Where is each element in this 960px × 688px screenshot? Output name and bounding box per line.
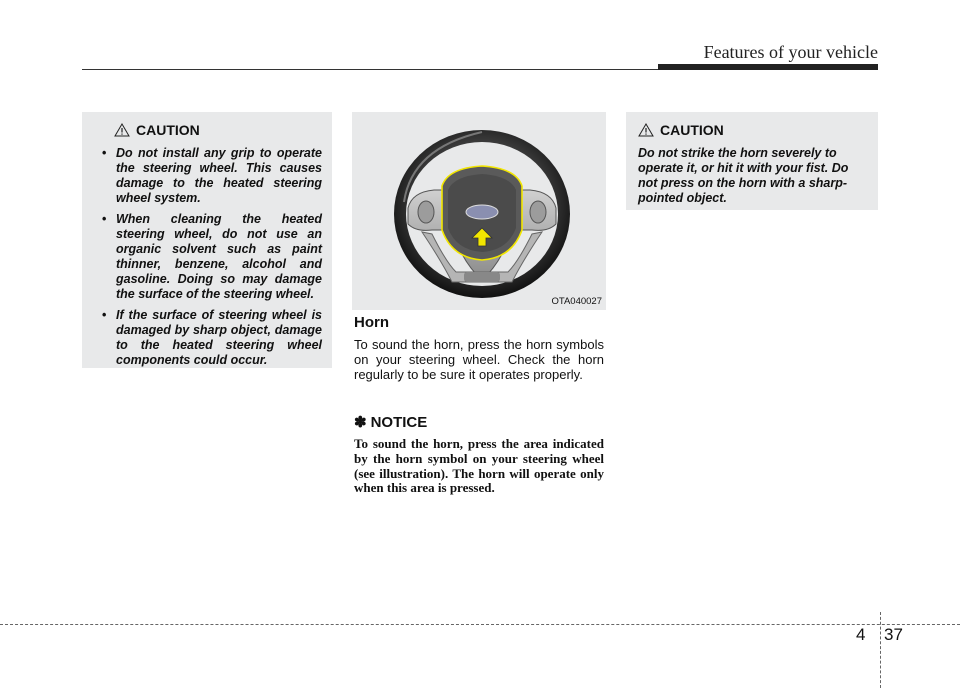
page-number: 37	[884, 625, 903, 644]
footer-rule	[0, 624, 960, 625]
steering-wheel-figure	[352, 112, 606, 310]
caution-box-horn	[626, 112, 878, 210]
steering-wheel-horn-illustration	[352, 112, 606, 310]
notice-body: To sound the horn, press the area indicated by the horn symbol on your steering wheel (see illustration). The horn will operate only when this area is pressed.	[354, 436, 604, 496]
warning-triangle-icon	[114, 123, 130, 137]
notice-symbol-icon: ✽	[354, 414, 367, 431]
caution-box-heated-wheel	[82, 112, 332, 368]
caution-bullet: • When cleaning the heated steering wheel, do not use an organic solvent such as paint thinner, benzene, alcohol and gasoline. Doing so may damage the surface of the steering wheel.	[102, 212, 322, 301]
caution-heading	[638, 120, 868, 140]
caution-label: CAUTION	[660, 122, 724, 138]
caution-body: Do not strike the horn severely to operate it, or hit it with your fist. Do not press on the horn with a sharp-pointed object.	[638, 146, 849, 205]
footer-divider	[880, 612, 881, 688]
chapter-number: 4	[856, 625, 866, 644]
caution-label: CAUTION	[136, 122, 200, 138]
caution-bullet: • If the surface of steering wheel is damaged by sharp object, damage to the heated steering wheel components could occur.	[102, 308, 322, 367]
notice-label: NOTICE	[370, 413, 428, 431]
horn-body: To sound the horn, press the horn symbols on your steering wheel. Check the horn regularly to be sure it operates properly.	[354, 337, 604, 383]
caution-heading	[114, 120, 322, 140]
page-header-title: Features of your vehicle	[703, 42, 878, 62]
warning-triangle-icon	[638, 123, 654, 137]
figure-code: OTA040027	[551, 296, 602, 307]
header-rule-accent	[658, 64, 878, 70]
caution-bullet: • Do not install any grip to operate the steering wheel. This causes damage to the heated steering wheel system.	[102, 146, 322, 205]
caution-bullet-list	[94, 146, 322, 368]
horn-heading: Horn	[354, 314, 389, 331]
notice-heading	[354, 413, 427, 431]
